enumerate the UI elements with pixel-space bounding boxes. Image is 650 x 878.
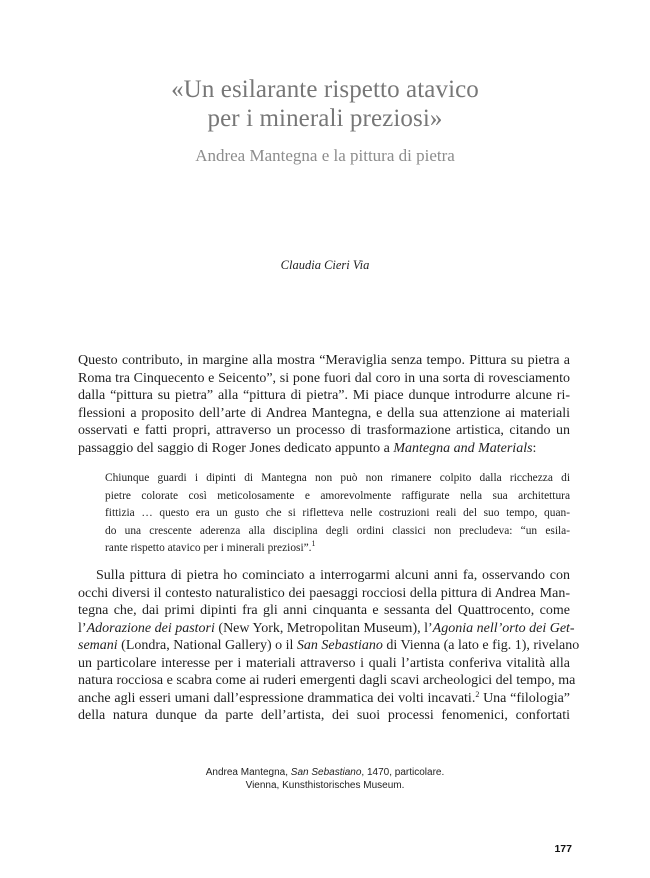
chapter-title-line-1: «Un esilarante rispetto atavico	[171, 76, 479, 103]
text-line: osservati e fatti propri, attraverso un processo di trasformazione artistica, citando un	[78, 423, 570, 438]
block-quote	[105, 470, 570, 558]
text-run: di Vienna (a lato e fig. 1), rivelano	[382, 638, 580, 653]
text-run: (Londra, National Gallery) o il	[117, 638, 297, 653]
quote-line: Chiunque guardi i dipinti di Mantegna non può non rimanere colpito dalla ricchezza di	[105, 472, 570, 484]
text-run: l’	[78, 620, 87, 636]
chapter-title-line-2: per i minerali preziosi»	[207, 105, 443, 132]
quote-line: do una crescente aderenza alla disciplina degli ordini classici non precludeva: “un esila-	[105, 524, 570, 537]
text-line: dalla “pittura su pietra” alla “pittura di pietra”. Mi piace dunque introdurre alcune ri-	[78, 388, 570, 403]
text-run: anche agli esseri umani dall’espressione drammatica dei volti incavati.	[78, 690, 476, 706]
text-run: Una “filologia”	[479, 690, 571, 706]
body-paragraph-2	[78, 567, 580, 725]
text-run: Andrea Mantegna,	[205, 767, 291, 778]
text-run: , 1470, particolare.	[361, 767, 445, 778]
quote-line: pietre colorate così meticolosamente e amorevolmente raffigurate nella sua architettura	[105, 489, 570, 502]
footnote-reference[interactable]: 1	[311, 539, 316, 548]
text-line: della natura dunque da parte dell’artista, dei suoi processi fenomenici, confortati	[78, 708, 570, 723]
text-run: rante rispetto atavico per i minerali preziosi”.	[105, 542, 312, 554]
caption-line	[0, 766, 650, 779]
text-line: flessioni a proposito dell’arte di Andrea Mantegna, e della sua attenzione ai materiali	[78, 405, 570, 421]
italic-title-mantegna-and-materials: Mantegna and Materials	[393, 440, 533, 456]
quote-line	[105, 540, 570, 558]
figure-caption	[0, 766, 650, 792]
text-line	[78, 690, 570, 708]
text-run: :	[532, 440, 537, 456]
text-line: un particolare interesse per i materiali attraverso i quali l’artista conferiva vitalità alla	[78, 655, 570, 671]
text-line: Sulla pittura di pietra ho cominciato a interrogarmi alcuni anni fa, osservando con	[96, 568, 570, 583]
body-paragraph-1	[78, 352, 570, 457]
text-run: passaggio del saggio di Roger Jones dedicato appunto a	[78, 440, 394, 456]
text-line: natura rocciosa e scabra come ai ruderi emergenti dagli scavi archeologici del tempo, ma	[78, 673, 576, 688]
page-number: 177	[554, 843, 572, 855]
italic-title-san-sebastiano: San Sebastiano	[290, 767, 362, 778]
text-line	[78, 440, 570, 458]
italic-title-adorazione: Adorazione dei pastori	[86, 620, 215, 636]
text-run: (New York, Metropolitan Museum), l’	[214, 620, 433, 636]
text-line: Roma tra Cinquecento e Seicento”, si pone fuori dal coro in una sorta di rovesciamento	[78, 370, 570, 386]
quote-line: fittizia … questo era un gusto che si rifletteva nelle costruzioni reali del suo tempo, quan-	[105, 507, 570, 519]
caption-line: Vienna, Kunsthistorisches Museum.	[245, 780, 405, 791]
text-line: occhi diversi il contesto naturalistico dei paesaggi rocciosi della pittura di Andrea Man-	[78, 585, 570, 601]
text-line	[78, 620, 575, 638]
text-line	[78, 637, 580, 655]
text-line: tegna che, dai primi dipinti fra gli anni cinquanta e sessanta del Quattrocento, come	[78, 603, 570, 618]
footnote-reference[interactable]: 2	[475, 689, 480, 699]
italic-title-san-sebastiano: San Sebastiano	[296, 638, 383, 653]
text-line: Questo contributo, in margine alla mostra “Meraviglia senza tempo. Pittura su pietra a	[78, 353, 570, 368]
author-name: Claudia Cieri Via	[280, 258, 370, 272]
chapter-subtitle: Andrea Mantegna e la pittura di pietra	[195, 146, 455, 165]
italic-title-agonia-continued: semani	[78, 638, 118, 653]
italic-title-agonia: Agonia nell’orto dei Get-	[432, 620, 575, 636]
